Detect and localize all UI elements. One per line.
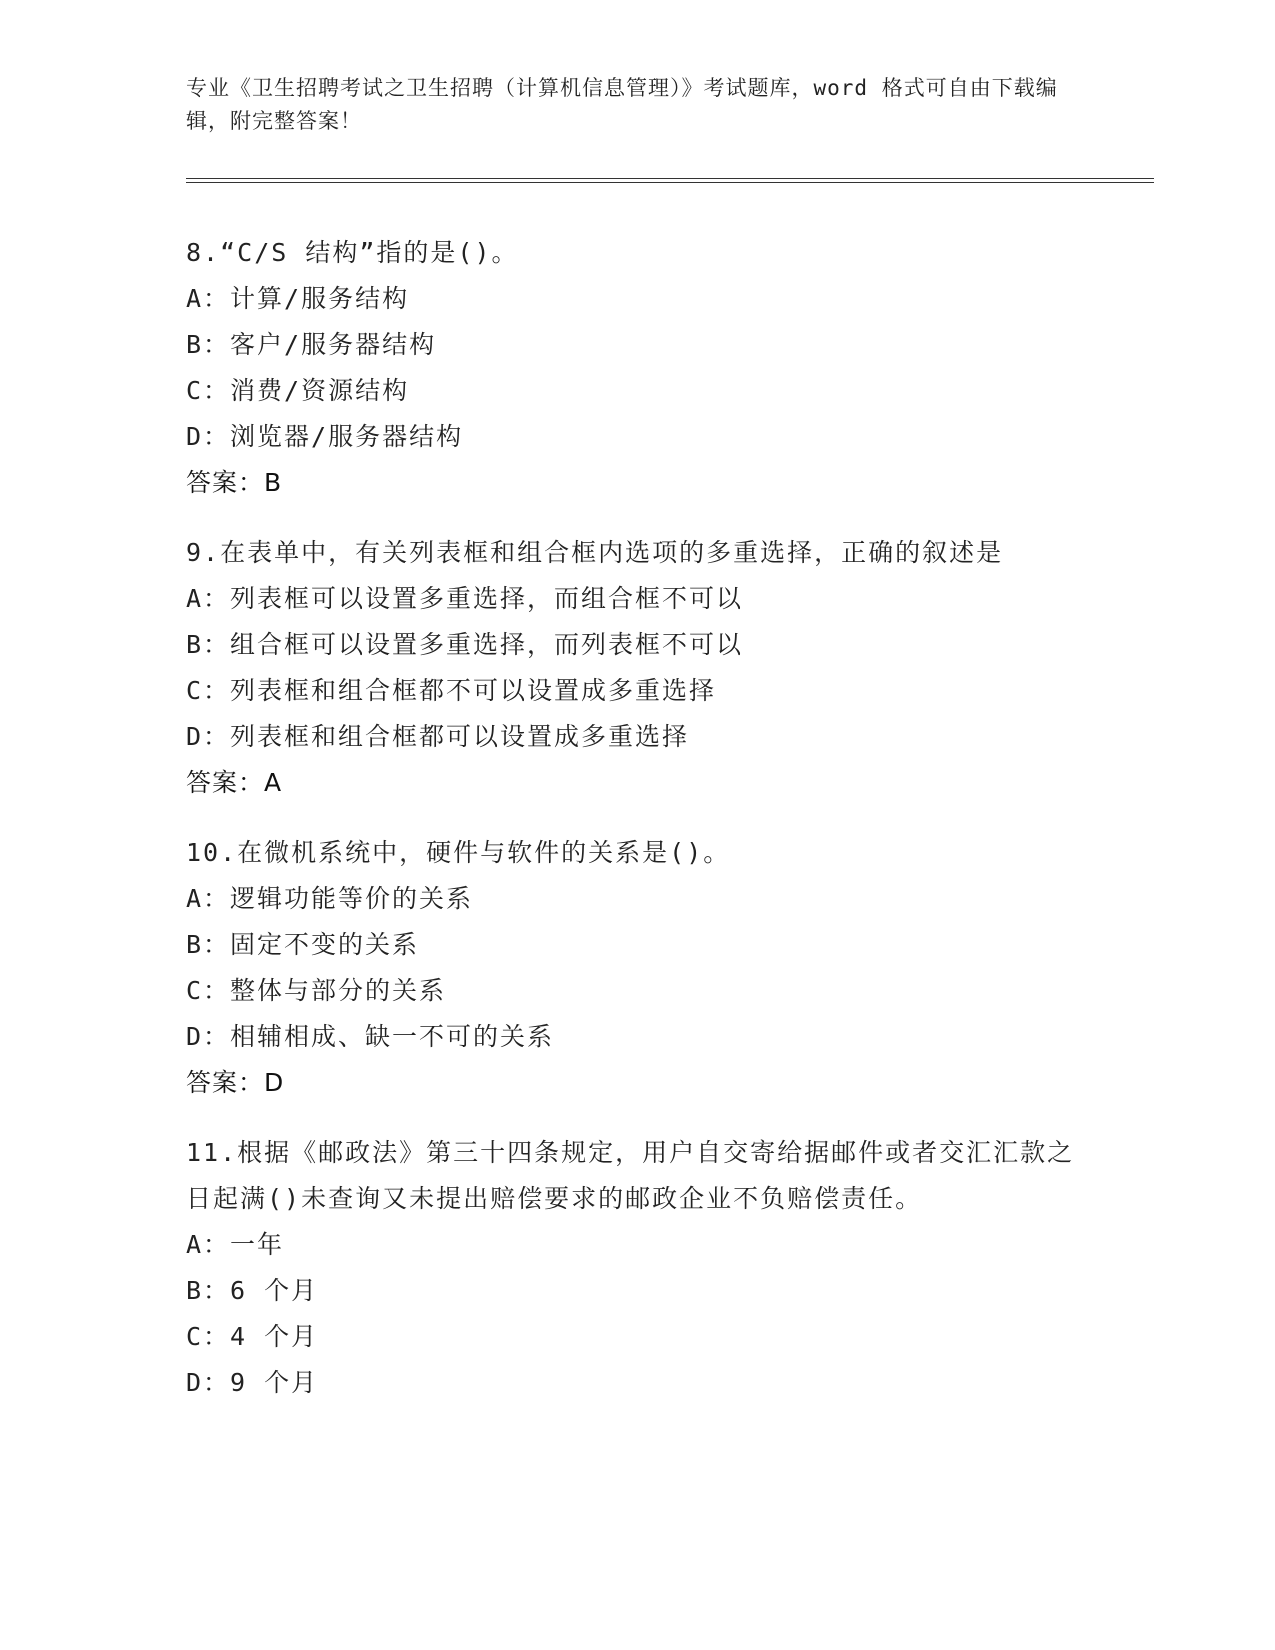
option-a: A：计算/服务结构 <box>186 284 410 313</box>
option-c: C：列表框和组合框都不可以设置成多重选择 <box>186 676 717 705</box>
header-divider <box>186 178 1154 183</box>
option-d: D：浏览器/服务器结构 <box>186 422 464 451</box>
question-list <box>186 230 1146 1430</box>
answer-line <box>186 760 1146 806</box>
option-c: C：4 个月 <box>186 1322 319 1351</box>
option-d: D：列表框和组合框都可以设置成多重选择 <box>186 722 690 751</box>
option-b: B：组合框可以设置多重选择，而列表框不可以 <box>186 630 744 659</box>
option-b: B：客户/服务器结构 <box>186 330 437 359</box>
option-a: A：列表框可以设置多重选择，而组合框不可以 <box>186 584 744 613</box>
option-d: D：9 个月 <box>186 1368 319 1397</box>
question-9 <box>186 530 1146 806</box>
question-stem: 8.“C/S 结构”指的是()。 <box>186 238 519 267</box>
answer-value: B <box>264 468 283 497</box>
question-10 <box>186 830 1146 1106</box>
answer-label: 答案： <box>186 468 265 497</box>
question-11 <box>186 1130 1146 1406</box>
option-c: C：整体与部分的关系 <box>186 976 447 1005</box>
question-stem: 9.在表单中，有关列表框和组合框内选项的多重选择，正确的叙述是 <box>186 538 1004 567</box>
option-d: D：相辅相成、缺一不可的关系 <box>186 1022 555 1051</box>
option-b: B：固定不变的关系 <box>186 930 420 959</box>
option-a: A：逻辑功能等价的关系 <box>186 884 474 913</box>
question-stem: 11.根据《邮政法》第三十四条规定，用户自交寄给据邮件或者交汇汇款之日起满()未查询又未提出赔偿要求的邮政企业不负赔偿责任。 <box>186 1138 1075 1213</box>
question-8 <box>186 230 1146 506</box>
answer-value: A <box>264 768 283 797</box>
document-intro: 专业《卫生招聘考试之卫生招聘（计算机信息管理）》考试题库，word 格式可自由下载编辑，附完整答案！ <box>186 76 1058 133</box>
question-stem: 10.在微机系统中，硬件与软件的关系是()。 <box>186 838 731 867</box>
option-a: A：一年 <box>186 1230 285 1259</box>
option-b: B：6 个月 <box>186 1276 319 1305</box>
answer-label: 答案： <box>186 768 265 797</box>
answer-value: D <box>264 1068 285 1097</box>
answer-label: 答案： <box>186 1068 265 1097</box>
answer-line <box>186 1060 1146 1106</box>
answer-line <box>186 460 1146 506</box>
option-c: C：消费/资源结构 <box>186 376 410 405</box>
